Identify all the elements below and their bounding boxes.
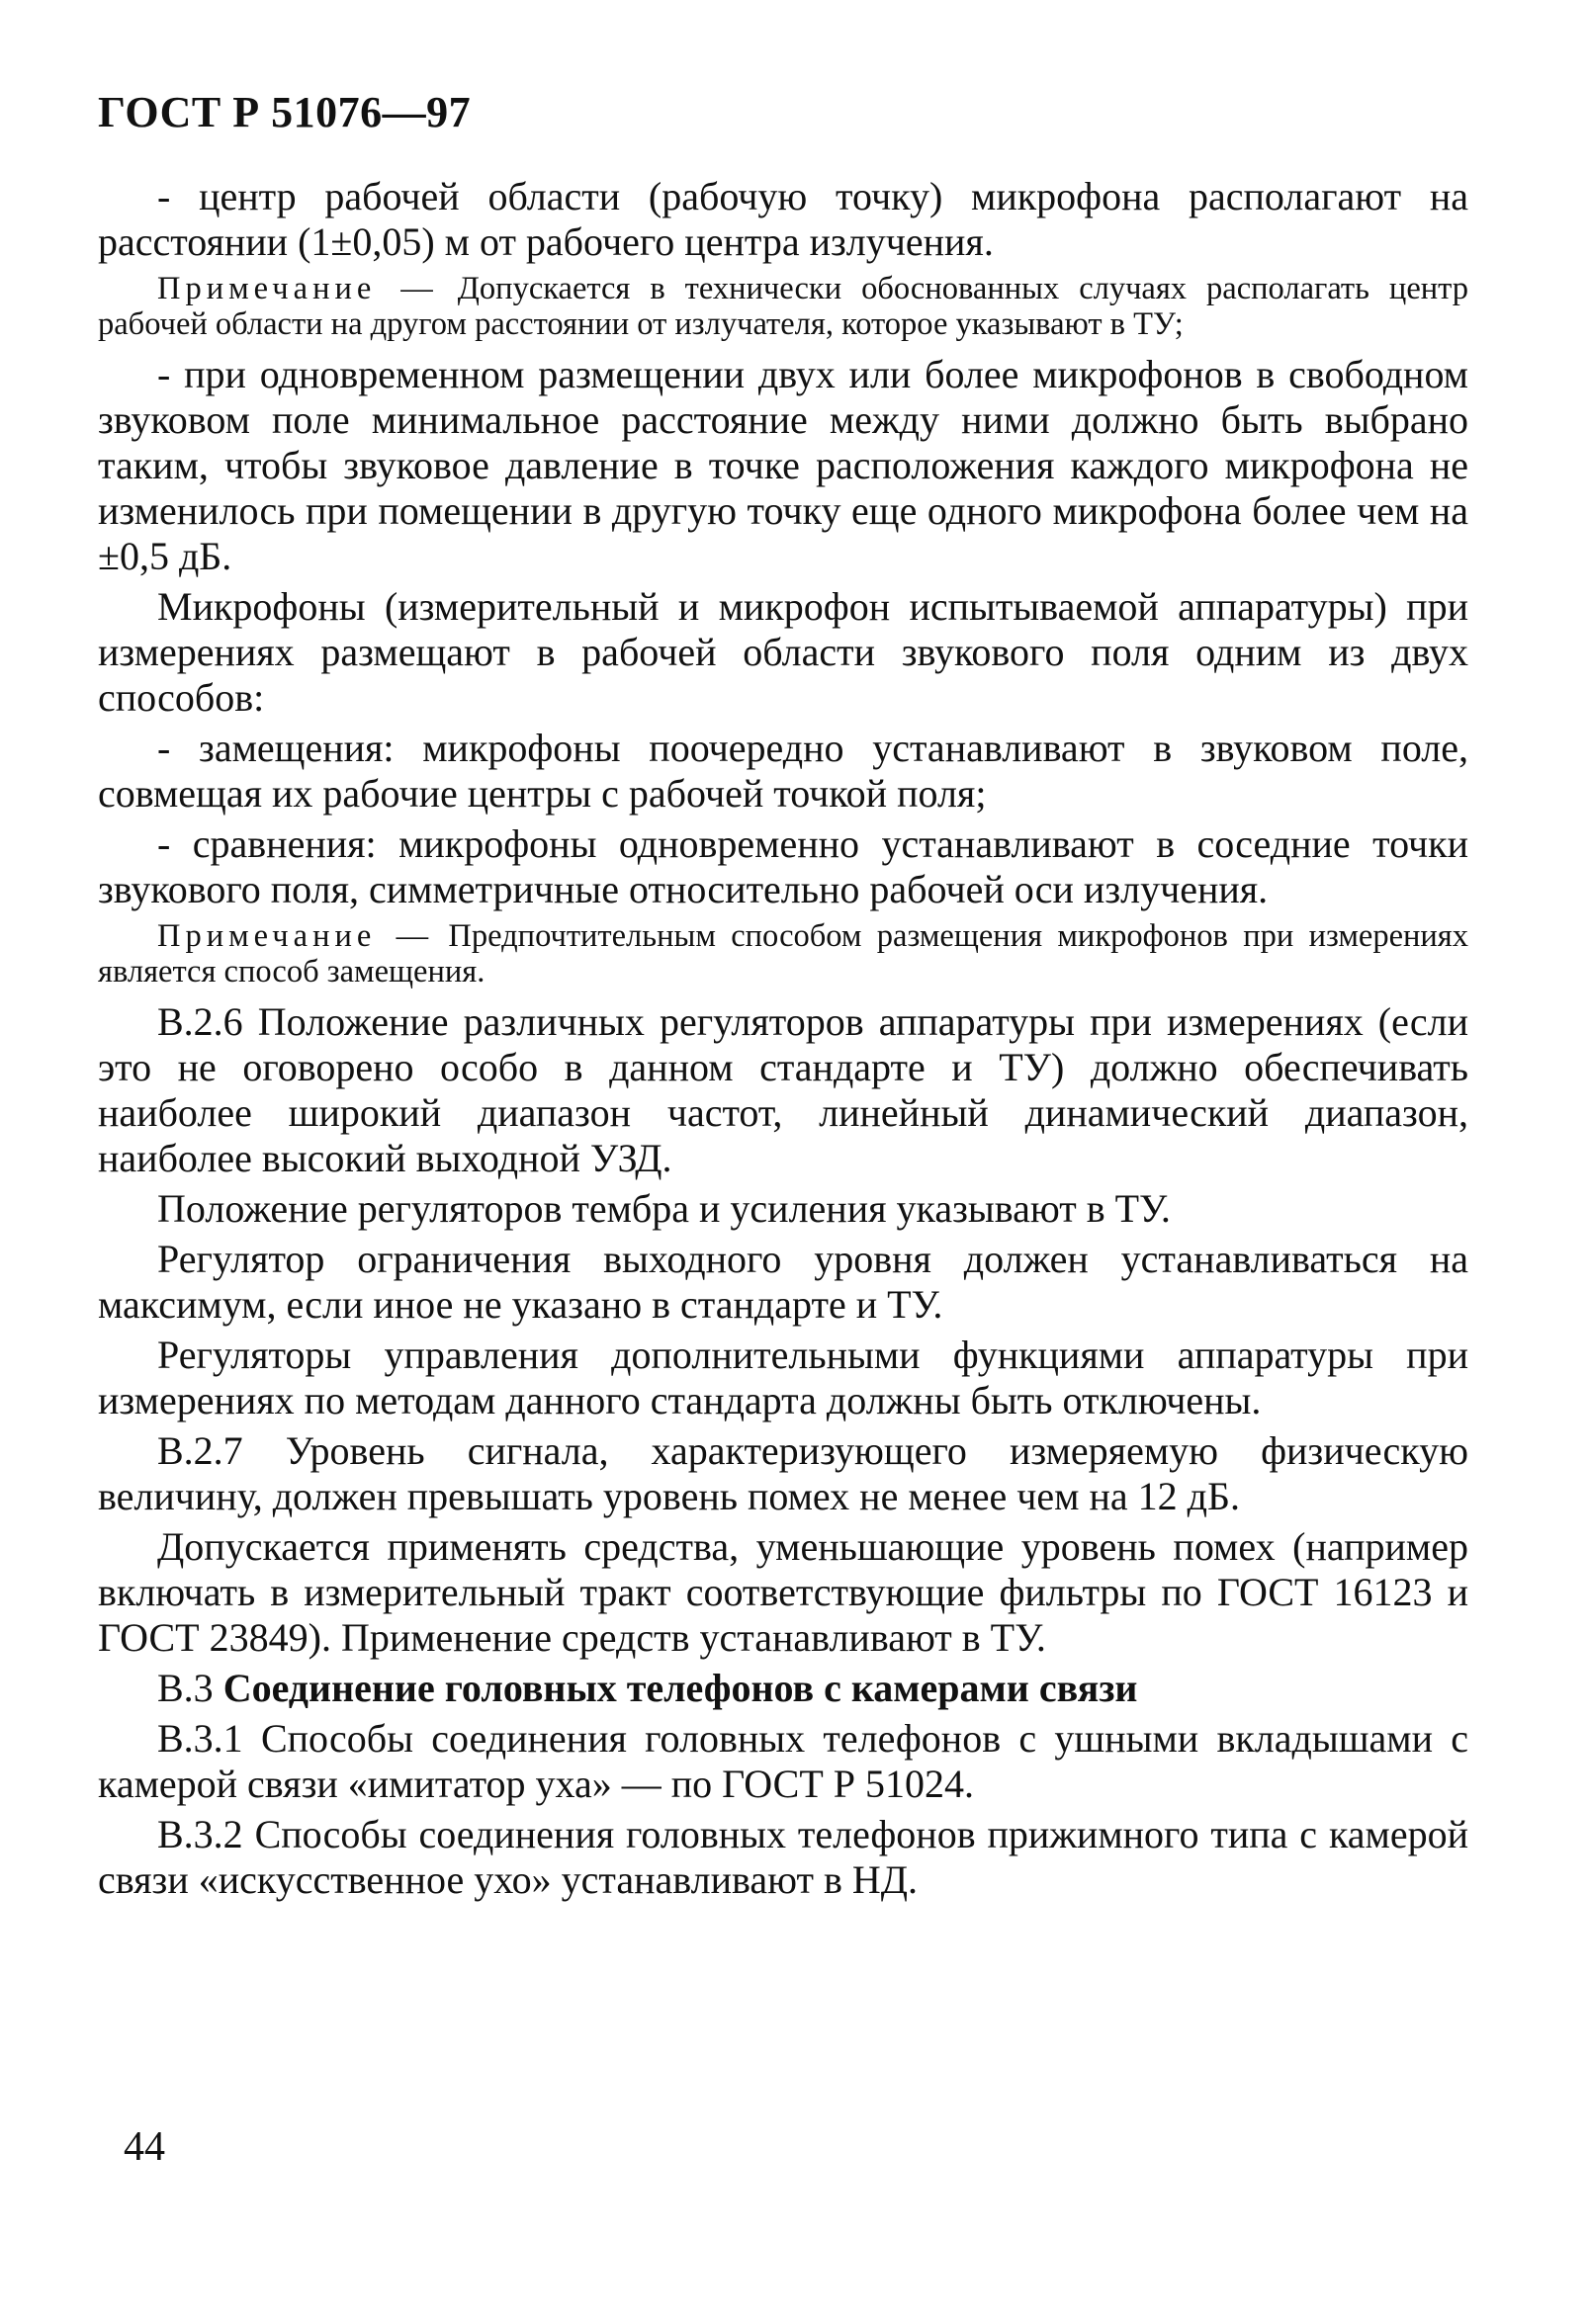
paragraph-tone-controls: Положение регуляторов тембра и усиления указывают в ТУ. xyxy=(157,1186,1171,1231)
document-body xyxy=(98,174,1468,1908)
paragraph-b-3-2: В.3.2 Способы соединения головных телефонов прижимного типа с камерой связи «искусственное ухо» устанавливают в НД. xyxy=(98,1812,1468,1902)
paragraph-noise-reduction: Допускается применять средства, уменьшающие уровень помех (например включать в измерительный тракт соответствующие фильтры по ГОСТ 16123 и ГОСТ 23849). Применение средств устанавливают в ТУ. xyxy=(98,1524,1468,1660)
paragraph-b-2-6: В.2.6 Положение различных регуляторов аппаратуры при измерениях (если это не оговорено особо в данном стандарте и ТУ) должно обеспечивать наиболее широкий диапазон частот, линейный динамический диапазон, наиболее высокий выходной УЗД. xyxy=(98,999,1468,1180)
note-label: Примечание — xyxy=(157,918,434,954)
paragraph-multiple-microphones: - при одновременном размещении двух или более микрофонов в свободном звуковом поле минимальное расстояние между ними должно быть выбрано таким, чтобы звуковое давление в точке расположения каждого микрофона не изменилось при помещении в другую точку еще одного микрофона более чем на ±0,5 дБ. xyxy=(98,352,1468,578)
paragraph-comparison-method: - сравнения: микрофоны одновременно устанавливают в соседние точки звукового поля, симметричные относительно рабочей оси излучения. xyxy=(98,821,1468,911)
page-number: 44 xyxy=(124,2124,165,2170)
paragraph-working-point: - центр рабочей области (рабочую точку) микрофона располагают на расстоянии (1±0,05) м от рабочего центра излучения. xyxy=(98,174,1468,264)
section-heading-b-3 xyxy=(98,1666,1468,1711)
paragraph-additional-functions: Регуляторы управления дополнительными функциями аппаратуры при измерениях по методам данного стандарта должны быть отключены. xyxy=(98,1333,1468,1422)
paragraph-b-2-7: В.2.7 Уровень сигнала, характеризующего измеряемую физическую величину, должен превышать уровень помех не менее чем на 12 дБ. xyxy=(98,1428,1468,1518)
note-paragraph xyxy=(98,271,1468,342)
paragraph-b-3-1: В.3.1 Способы соединения головных телефонов с ушными вкладышами с камерой связи «имитатор уха» — по ГОСТ Р 51024. xyxy=(98,1716,1468,1806)
note-label: Примечание — xyxy=(157,271,438,306)
paragraph-output-limiter: Регулятор ограничения выходного уровня должен устанавливаться на максимум, если иное не указано в стандарте и ТУ. xyxy=(98,1237,1468,1327)
document-header: ГОСТ Р 51076—97 xyxy=(98,88,472,136)
note-text: Предпочтительным способом размещения микрофонов при измерениях является способ замещения. xyxy=(98,918,1468,990)
paragraph-microphone-placement: Микрофоны (измерительный и микрофон испытываемой аппаратуры) при измерениях размещают в рабочей области звукового поля одним из двух способов: xyxy=(98,584,1468,720)
paragraph-substitution-method: - замещения: микрофоны поочередно устанавливают в звуковом поле, совмещая их рабочие центры с рабочей точкой поля; xyxy=(98,726,1468,816)
section-number: В.3 xyxy=(157,1666,223,1710)
section-title: Соединение головных телефонов с камерами связи xyxy=(222,1666,1138,1710)
note-paragraph xyxy=(98,918,1468,990)
note-text: Допускается в технически обоснованных случаях располагать центр рабочей области на другом расстоянии от излучателя, которое указывают в ТУ; xyxy=(98,271,1468,342)
